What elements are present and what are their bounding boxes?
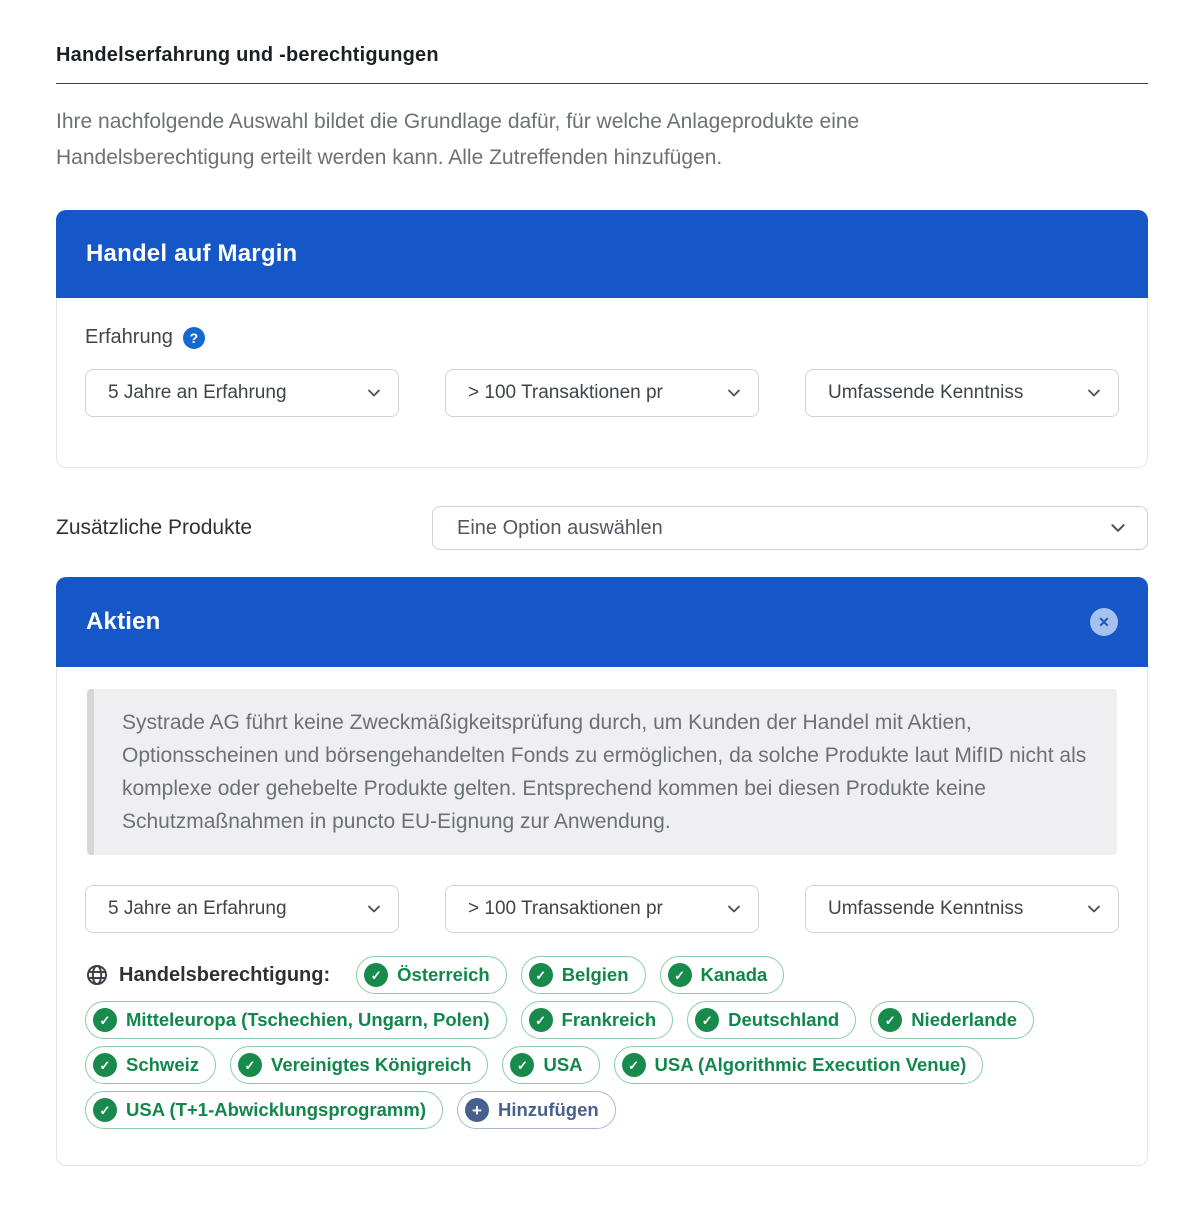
stocks-selects-row xyxy=(85,885,1119,933)
permission-chip-usa-t1-abwicklungsprogramm[interactable]: ✓ USA (T+1-Abwicklungsprogramm) xyxy=(85,1091,443,1129)
check-icon: ✓ xyxy=(529,1008,553,1032)
suitability-notice xyxy=(87,689,1117,855)
check-icon: ✓ xyxy=(668,963,692,987)
stocks-transactions-select[interactable] xyxy=(445,885,759,933)
stocks-years-experience-select[interactable] xyxy=(85,885,399,933)
chevron-down-icon xyxy=(1086,901,1102,917)
stocks-panel xyxy=(56,577,1148,1166)
trading-permissions-area xyxy=(85,956,1121,1129)
permission-chip-schweiz[interactable]: ✓ Schweiz xyxy=(85,1046,216,1084)
select-value: Umfassende Kenntniss xyxy=(828,898,1024,919)
help-icon[interactable]: ? xyxy=(183,327,205,349)
chevron-down-icon xyxy=(1109,519,1127,537)
suitability-notice-text: Systrade AG führt keine Zweckmäßigkeitsprüfung durch, um Kunden der Handel mit Aktien, Optionsscheinen und börsengehandelten Fonds zu ermöglichen, da solche Produkte laut MifID nicht als komplexe oder gehebelte Produkte gelten. Entsprechend kommen bei diesen Produkte keine Schutzmaßnahmen in puncto EU-Eignung zur Anwendung. xyxy=(122,711,1087,833)
margin-panel xyxy=(56,210,1148,468)
page-description: Ihre nachfolgende Auswahl bildet die Grundlage dafür, für welche Anlageprodukte eine Handelsberechtigung erteilt werden kann. Alle Zutreffenden hinzufügen. xyxy=(56,110,860,169)
experience-label: Erfahrung xyxy=(85,326,173,348)
permission-chip-frankreich[interactable]: ✓ Frankreich xyxy=(521,1001,674,1039)
margin-panel-title: Handel auf Margin xyxy=(86,240,298,267)
permission-chip-usa[interactable]: ✓ USA xyxy=(502,1046,599,1084)
plus-icon: + xyxy=(465,1098,489,1122)
check-icon: ✓ xyxy=(93,1098,117,1122)
check-icon: ✓ xyxy=(878,1008,902,1032)
chevron-down-icon xyxy=(366,901,382,917)
select-value: > 100 Transaktionen pr xyxy=(468,898,663,919)
check-icon: ✓ xyxy=(510,1053,534,1077)
globe-icon xyxy=(85,963,109,987)
chevron-down-icon xyxy=(1086,385,1102,401)
chevron-down-icon xyxy=(726,901,742,917)
permission-chip-vereinigtes-koenigreich[interactable]: ✓ Vereinigtes Königreich xyxy=(230,1046,488,1084)
select-value: 5 Jahre an Erfahrung xyxy=(108,382,287,403)
stocks-panel-title: Aktien xyxy=(86,608,161,635)
chevron-down-icon xyxy=(726,385,742,401)
permission-chip-niederlande[interactable]: ✓ Niederlande xyxy=(870,1001,1034,1039)
permission-chip-mitteleuropa[interactable]: ✓ Mitteleuropa (Tschechien, Ungarn, Polen) xyxy=(85,1001,507,1039)
chevron-down-icon xyxy=(366,385,382,401)
select-value: > 100 Transaktionen pr xyxy=(468,382,663,403)
select-value: 5 Jahre an Erfahrung xyxy=(108,898,287,919)
permission-chip-deutschland[interactable]: ✓ Deutschland xyxy=(687,1001,856,1039)
select-value: Umfassende Kenntniss xyxy=(828,382,1024,403)
check-icon: ✓ xyxy=(364,963,388,987)
margin-knowledge-select[interactable] xyxy=(805,369,1119,417)
check-icon: ✓ xyxy=(529,963,553,987)
permission-chip-usa-algorithmic-execution-venue[interactable]: ✓ USA (Algorithmic Execution Venue) xyxy=(614,1046,984,1084)
stocks-panel-body xyxy=(56,667,1148,1166)
select-value: Eine Option auswählen xyxy=(457,516,663,539)
permission-chip-oesterreich[interactable]: ✓ Österreich xyxy=(356,956,507,994)
permission-chip-belgien[interactable]: ✓ Belgien xyxy=(521,956,646,994)
check-icon: ✓ xyxy=(93,1053,117,1077)
add-permission-button[interactable]: + Hinzufügen xyxy=(457,1091,616,1129)
check-icon: ✓ xyxy=(238,1053,262,1077)
remove-stocks-button[interactable] xyxy=(1090,608,1118,636)
margin-selects-row xyxy=(85,369,1119,417)
title-divider xyxy=(56,83,1148,84)
stocks-panel-header xyxy=(56,577,1148,667)
trading-permissions-label-group xyxy=(85,963,330,987)
margin-transactions-select[interactable] xyxy=(445,369,759,417)
additional-products-row xyxy=(56,506,1148,550)
check-icon: ✓ xyxy=(622,1053,646,1077)
margin-panel-header xyxy=(56,210,1148,298)
page-title: Handelserfahrung und -berechtigungen xyxy=(56,44,439,66)
trading-permissions-label: Handelsberechtigung: xyxy=(119,963,331,986)
margin-panel-body xyxy=(56,298,1148,468)
close-icon: ✕ xyxy=(1098,614,1110,630)
check-icon: ✓ xyxy=(695,1008,719,1032)
stocks-knowledge-select[interactable] xyxy=(805,885,1119,933)
additional-products-select[interactable] xyxy=(432,506,1148,550)
margin-years-experience-select[interactable] xyxy=(85,369,399,417)
check-icon: ✓ xyxy=(93,1008,117,1032)
additional-products-label: Zusätzliche Produkte xyxy=(56,516,253,539)
permission-chip-kanada[interactable]: ✓ Kanada xyxy=(660,956,785,994)
